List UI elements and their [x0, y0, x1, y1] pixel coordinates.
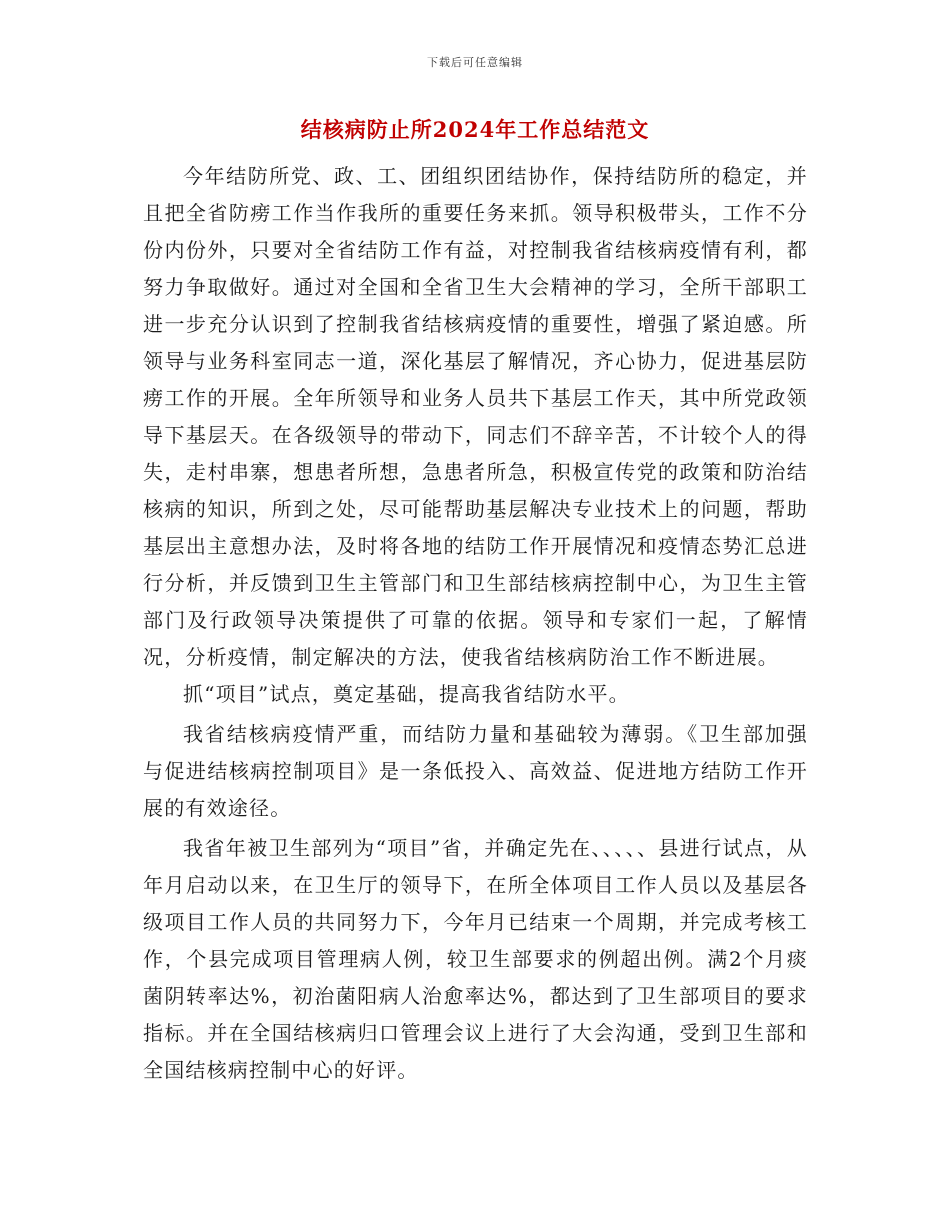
document-title: 结核病防止所2024年工作总结范文: [300, 117, 650, 142]
paragraph-4: 我省年被卫生部列为“项目”省，并确定先在、、、、、县进行试点，从年月启动以来，在卫生厅的领导下，在所全体项目工作人员以及基层各级项目工作人员的共同努力下，今年月已结束一个周期，并完成考核工作，个县完成项目管理病人例，较卫生部要求的例超出例。满2个月痰菌阴转率达%，初治菌阳病人治愈率达%，都达到了卫生部项目的要求指标。并在全国结核病归口管理会议上进行了大会沟通，受到卫生部和全国结核病控制中心的好评。: [143, 836, 808, 1082]
paragraph-2: 抓“项目”试点，奠定基础，提高我省结防水平。: [183, 682, 630, 706]
paragraph-3: 我省结核病疫情严重，而结防力量和基础较为薄弱。《卫生部加强与促进结核病控制项目》是一条低投入、高效益、促进地方结防工作开展的有效途径。: [143, 722, 808, 820]
paragraph-1: 今年结防所党、政、工、团组织团结协作，保持结防所的稳定，并且把全省防痨工作当作我所的重要任务来抓。领导积极带头，工作不分份内份外，只要对全省结防工作有益，对控制我省结核病疫情有利，都努力争取做好。通过对全国和全省卫生大会精神的学习，全所干部职工进一步充分认识到了控制我省结核病疫情的重要性，增强了紧迫感。所领导与业务科室同志一道，深化基层了解情况，齐心协力，促进基层防痨工作的开展。全年所领导和业务人员共下基层工作天，其中所党政领导下基层天。在各级领导的带动下，同志们不辞辛苦，不计较个人的得失，走村串寨，想患者所想，急患者所急，积极宣传党的政策和防治结核病的知识，所到之处，尽可能帮助基层解决专业技术上的问题，帮助基层出主意想办法，及时将各地的结防工作开展情况和疫情态势汇总进行分析，并反馈到卫生主管部门和卫生部结核病控制中心，为卫生主管部门及行政领导决策提供了可靠的依据。领导和专家们一起，了解情况，分析疫情，制定解决的方法，使我省结核病防治工作不断进展。: [143, 164, 808, 669]
header-note: 下载后可任意编辑: [427, 56, 523, 69]
document-body: [143, 158, 808, 1089]
